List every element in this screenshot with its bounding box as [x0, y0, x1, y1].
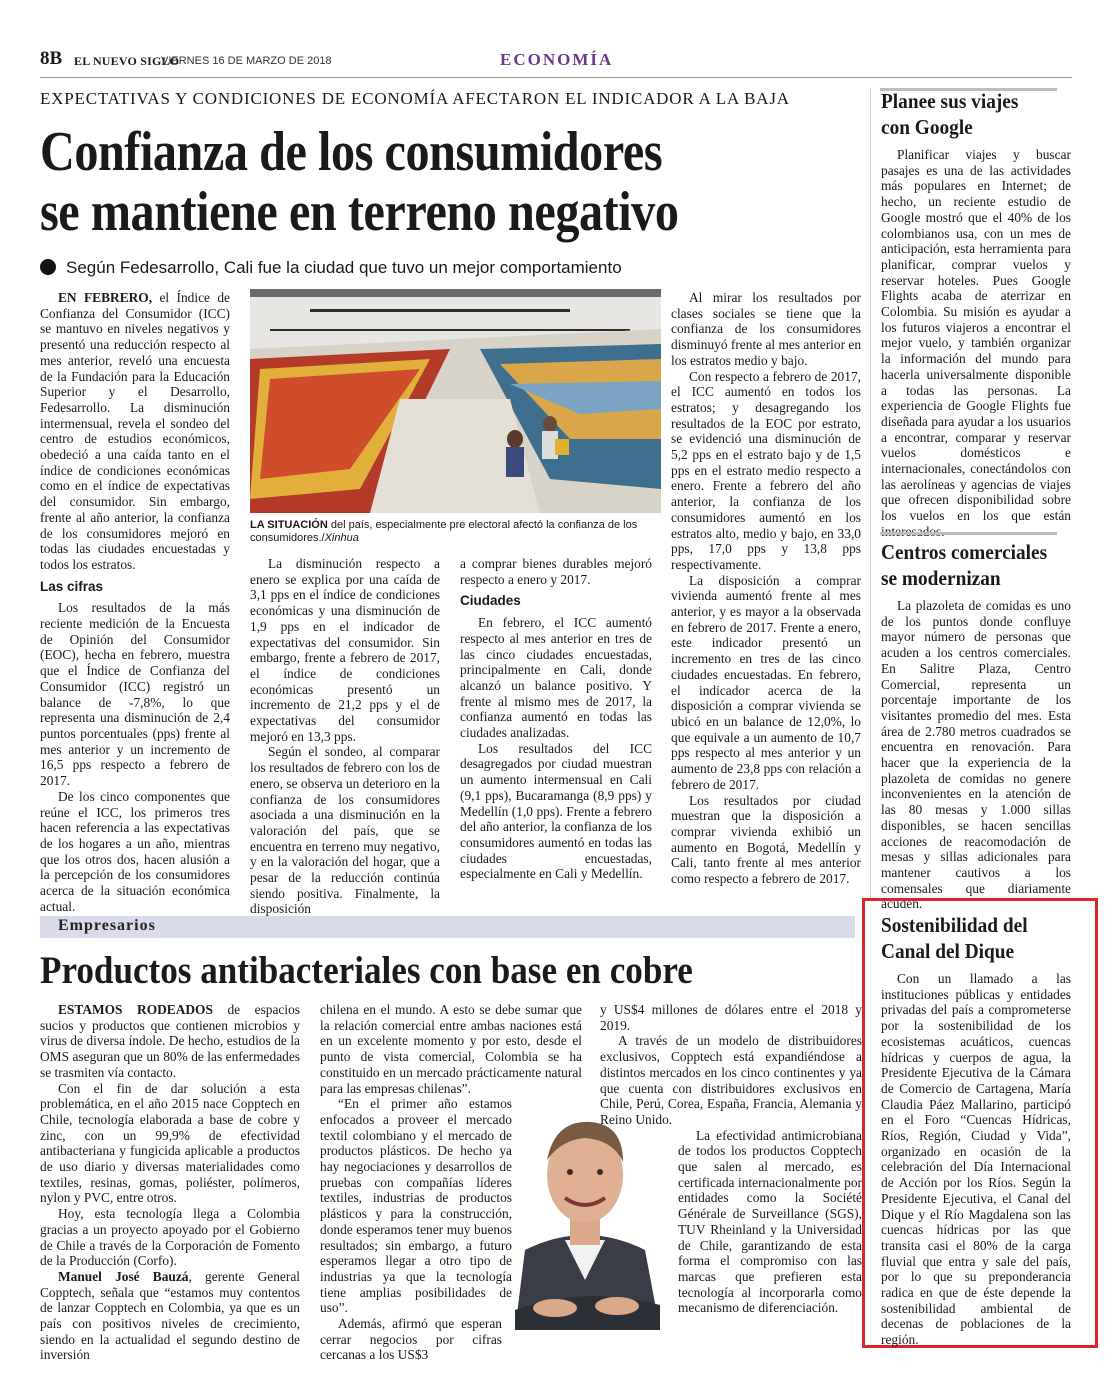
- brief-2-title: [881, 539, 1083, 591]
- brief-2-title-line-1: Centros comerciales: [881, 540, 1048, 564]
- caption-text: del país, especialmente pre electoral afectó la confianza de los consumidores./: [250, 519, 638, 544]
- newspaper-brand: EL NUEVO SIGLO: [74, 54, 180, 68]
- photo-credit: Xinhua: [324, 532, 359, 544]
- second-article-headline: Productos antibacteriales con base en cobre: [40, 949, 693, 992]
- paragraph: La disminución respecto a enero se explica por una caída de 3,1 pps en el índice de condiciones económicas y una disminución de 1,9 pps en el indicador de expectativas del consumidor. Sin embargo, frente a febrero de 2017, el índice de condiciones económicas presentó un incremento de 21,2 pps y el de expectativas del consumidor mejoró en 13,3 pps.: [250, 556, 440, 744]
- subheading-las-cifras: Las cifras: [40, 578, 104, 594]
- brief-2-body: [881, 598, 1071, 912]
- paragraph-text: , gerente General Copptech, señala que “estamos muy contentos de lanzar Copptech en Colombia, ya que es un país con positivos niveles de crecimiento, siendo en la actualidad el segundo destino de inversión: [40, 1268, 300, 1363]
- paragraph: “En el primer año estamos enfocados a proveer el mercado textil colombiano y el mercado de productos plásticos. De hecho ya hay negociaciones y desarrollos de pruebas con compañías líderes textiles, industrias de productos plásticos y para la construcción, donde esperamos tener muy buenos resultados; sin embargo, a futuro esperamos llegar a otro tipo de industrias ya que la tecnología tiene amplias posibilidades de uso”.: [320, 1096, 512, 1316]
- paragraph-text: el Índice de Confianza del Consumidor (ICC) se mantuvo en niveles negativos y presentó una reducción respecto al mes anterior, reveló una encuesta de la Fundación para la Educación Superior y el Desarrollo, Fedesarrollo. La disminución intermensual, revela el sondeo del centro de estudios económicos, obedeció a una caída tanto en el índice de condiciones económicas como en el índice de expectativas del consumidor. Sin embargo, frente al año anterior, la confianza de los consumidores mejoró en todas las ciudades encuestadas y todos los estratos.: [40, 290, 230, 572]
- second-article-column-1: [40, 1002, 300, 1363]
- headline-line-1: Confianza de los consumidores: [40, 121, 663, 183]
- quoted-name: Manuel José Bauzá: [58, 1268, 189, 1284]
- paragraph: Al mirar los resultados por clases sociales se tiene que la confianza de los consumidores disminuyó frente al mes anterior en los estratos medio y bajo.: [671, 290, 862, 368]
- paragraph: Con respecto a febrero de 2017, el ICC aumentó en todos los estratos; y desagregando los resultados de la EOC por estrato, se evidenció una disminución de 5,2 pps en el estrato bajo y de 1,5 pps en el estrato medio respecto a enero. Frente a febrero del año anterior, la confianza de los consumidores aumentó en los estratos alto, medio y bajo, en 33,0 pps, 17,0 pps y 13,8 pps respectivamente.: [671, 368, 861, 572]
- brief-3-title: [881, 912, 1083, 964]
- article-column-4: [671, 290, 861, 887]
- paragraph: Los resultados por ciudad muestran que la disposición a comprar vivienda exhibió un aumento en Bogotá, Medellín y Cali, tanto frente al mes anterior como respecto a febrero de 2017.: [671, 792, 861, 887]
- brief-1-title-line-2: con Google: [881, 115, 973, 139]
- brief-3-body: [881, 971, 1071, 1348]
- lead-in: ESTAMOS RODEADOS: [58, 1002, 213, 1017]
- section-name: ECONOMÍA: [500, 50, 614, 69]
- article-kicker: EXPECTATIVAS Y CONDICIONES DE ECONOMÍA AFECTARON EL INDICADOR A LA BAJA: [40, 89, 790, 108]
- photo-caption: [250, 519, 661, 545]
- paragraph: Los resultados del ICC desagregados por ciudad muestran un aumento intermensual en Cali (9,1 pps), Bucaramanga (8,9 pps) y Medellín (1,0 pps). Frente a febrero del año anterior, la confianza de los consumidores aumentó en todas las ciudades encuestadas, especialmente en Cali y Medellín.: [460, 740, 652, 882]
- article-subhead: [40, 258, 860, 278]
- paragraph: Según el sondeo, al comparar los resultados de febrero con los de enero, se observa un deterioro en la confianza de los consumidores asociada a una disminución en la valoración del país, que se encuentra en terreno muy negativo, y en la valoración del hogar, que a pesar de la reducción continúa siendo positiva. Finalmente, la disposición: [250, 744, 440, 917]
- sidebar-divider: [870, 88, 871, 898]
- paragraph: Con el fin de dar solución a esta problemática, en el año 2015 nace Copptech en Chile, tecnología elaborada a base de cobre y zinc, con un 99,9% de efectividad antibacteriana y fungicida aplicable a productos de uso diario y diversas materialidades como textiles, resinas, gomas, poliéster, polímeros, nylon y PVC, entre otros.: [40, 1080, 300, 1206]
- paragraph: De los cinco componentes que reúne el ICC, los primeros tres hacen referencia a las expectativas de los hogares a un año, mientras que los otros dos, hacen alusión a la percepción de los consumidores acerca de la situación económica actual.: [40, 788, 230, 914]
- paragraph: [40, 1269, 300, 1363]
- brief-2-text: La plazoleta de comidas es uno de los puntos donde confluye mayor número de personas que acuden a los centros comerciales. En Salitre Plaza, Centro Comercial, representa un porcentaje importante de los visitantes promedio del mes. Esta área de 2.780 metros cuadrados se encuentra en renovación. Para hacer que la experiencia de la plazoleta de comidas no genere inconvenientes en la atención de las 80 mesas y 1.000 sillas disponibles, se hacen sencillas acciones de reacomodación de mesas y sillas adicionales para mantener cautivos a los comensales que diariamente acuden.: [881, 598, 1071, 912]
- lead-paragraph: [40, 290, 230, 573]
- lead-in: EN FEBRERO,: [58, 290, 153, 305]
- section-bar-label: Empresarios: [58, 917, 156, 934]
- brief-1-text: Planificar viajes y buscar pasajes es una de las actividades más populares en Internet; de hecho, un reciente estudio de Google mostró que el 40% de los colombianos usa, con un mes de anticipación, esta herramienta para planificar, comprar vuelos y reservar hoteles. Pues Google Flights acaba de aterrizar en Colombia. Su misión es ayudar a los futuros viajeros a encontrar el mejor vuelo, y también organizar la información del mundo para hacerla universalmente disponible a todas las personas. La experiencia de Google Flights fue diseñada para ayudar a los usuarios a encontrar, comparar y reservar vuelos domésticos e internacionales, conectándolos con las aerolíneas y agencias de viajes que ofrecen disponibilidad sobre los vuelos en los que están: [881, 147, 1071, 524]
- brief-1-title: [881, 88, 1083, 140]
- issue-date: VIERNES 16 DE MARZO DE 2018: [161, 55, 332, 67]
- article-column-1: [40, 290, 230, 914]
- page-number: 8B: [40, 48, 63, 69]
- lead-paragraph: [40, 1002, 300, 1081]
- brief-3-title-line-1: Sostenibilidad del: [881, 913, 1028, 937]
- paragraph: La efectividad antimicrobiana de todos los productos Copptech que salen al mercado, es certificada internacionalmente por entidades como la Société Générale de Surveillance (SGS), TUV Rheinland y la Universidad de Chile, garantizando de esta forma el compromiso con las marcas que prefieren esta tecnología al incorporarla como mecanismo de diferenciación.: [678, 1127, 862, 1316]
- paragraph-text: de espacios sucios y productos que contienen microbios y virus de diversa índole. De hecho, estudios de la OMS aseguran que un 80% de las enfermedades se trasmiten vía contacto.: [40, 1002, 300, 1080]
- brief-3-text: Con un llamado a las instituciones públicas y entidades privadas del país a comprometerse por la sostenibilidad de los ecosistemas acuáticos, cuencas hídricas y cuerpos de agua, la Presidente Ejecutiva de la Cámara de Comercio de Cartagena, María Claudia Páez Mallarino, participó en el Foro “Cuencas Hídricas, Ríos, Región, Ciudad y Vida”, organizado en ocasión de la celebración del Día Internacional de Acción por los Ríos. Según la Presidente Ejecutiva, el Canal del Dique y el Río Magdalena son las cuencas hídricas por las que transita casi el 80% de la carga fluvial que entra y sale del país, por lo que su preponderancia radica en que de éste depende la sostenibilidad ambiental de decenas de poblaciones de la región.: [881, 971, 1071, 1348]
- paragraph: Los resultados de la más reciente medición de la Encuesta de Opinión del Consumidor (EOC), hecha en febrero, muestra que el Índice de Confianza del Consumidor (ICC) registró un balance de -7,8%, lo que representa una disminución de 2,4 puntos porcentuales (pps) frente al mes anterior y un incremento de 16,5 pps respecto a febrero de 2017.: [40, 600, 230, 789]
- article-headline: [40, 122, 728, 242]
- brief-1-title-line-1: Planee sus viajes: [881, 89, 1019, 113]
- subhead-text: Según Fedesarrollo, Cali fue la ciudad que tuvo un mejor comportamiento: [66, 258, 622, 277]
- caption-lead: LA SITUACIÓN: [250, 519, 328, 531]
- article-column-2: [250, 556, 440, 917]
- supermarket-photo: [250, 289, 661, 513]
- paragraph: y US$4 millones de dólares entre el 2018 y 2019.: [600, 1002, 862, 1033]
- brief-2-title-line-2: se modernizan: [881, 566, 1001, 590]
- paragraph: Además, afirmó que esperan cerrar negocios por cifras cercanas a los US$3: [320, 1316, 502, 1363]
- second-article-column-3: [600, 1002, 862, 1316]
- brief-2-top-rule: [880, 532, 1057, 535]
- brief-1-body: [881, 147, 1071, 540]
- brief-3-title-line-2: Canal del Dique: [881, 939, 1015, 963]
- paragraph: a comprar bienes durables mejoró respecto a enero y 2017.: [460, 556, 652, 587]
- paragraph: En febrero, el ICC aumentó respecto al mes anterior en tres de las cinco ciudades encuestadas, principalmente en Cali, donde alcanzó un balance positivo. Y frente al mismo mes de 2017, la confianza aumentó en todas las ciudades analizadas.: [460, 615, 652, 741]
- article-column-3: [460, 556, 652, 882]
- paragraph: Hoy, esta tecnología llega a Colombia gracias a un proyecto apoyado por el Gobierno de Chile a través de la Corporación de Fomento de la Producción (Corfo).: [40, 1206, 300, 1269]
- section-bar: [40, 916, 855, 938]
- bullet-dot-icon: [40, 259, 56, 275]
- paragraph: La disposición a comprar vivienda aumentó frente al mes anterior, y es mayor a la observada en febrero de 2017. Frente a enero, este indicador presentó un incremento en tres de las cinco ciudades encuestadas. En febrero, el indicador acerca de la disposición a comprar vivienda se ubicó en un balance de 12,0%, lo que equivale a un aumento de 10,7 pps respecto al mes anterior y un aumento de 23,8 pps con relación a febrero de 2017.: [671, 572, 861, 792]
- headline-line-2: se mantiene en terreno negativo: [40, 181, 679, 243]
- paragraph: chilena en el mundo. A esto se debe sumar que la relación comercial entre ambas naciones está en un excelente momento y por esto, desde el punto de vista comercial, Colombia se ha constituido en un mercado prácticamente natural para las empresas chilenas”.: [320, 1002, 582, 1096]
- paragraph: A través de un modelo de distribuidores exclusivos, Copptech está expandiéndose a distintos mercados en los cinco continentes y ya que cuenta con distribuidores exclusivos en Chile, Perú, Corea, España, Francia, Alemania y Reino Unido.: [600, 1033, 862, 1127]
- header-divider: [40, 77, 1072, 78]
- subheading-ciudades: Ciudades: [460, 593, 521, 609]
